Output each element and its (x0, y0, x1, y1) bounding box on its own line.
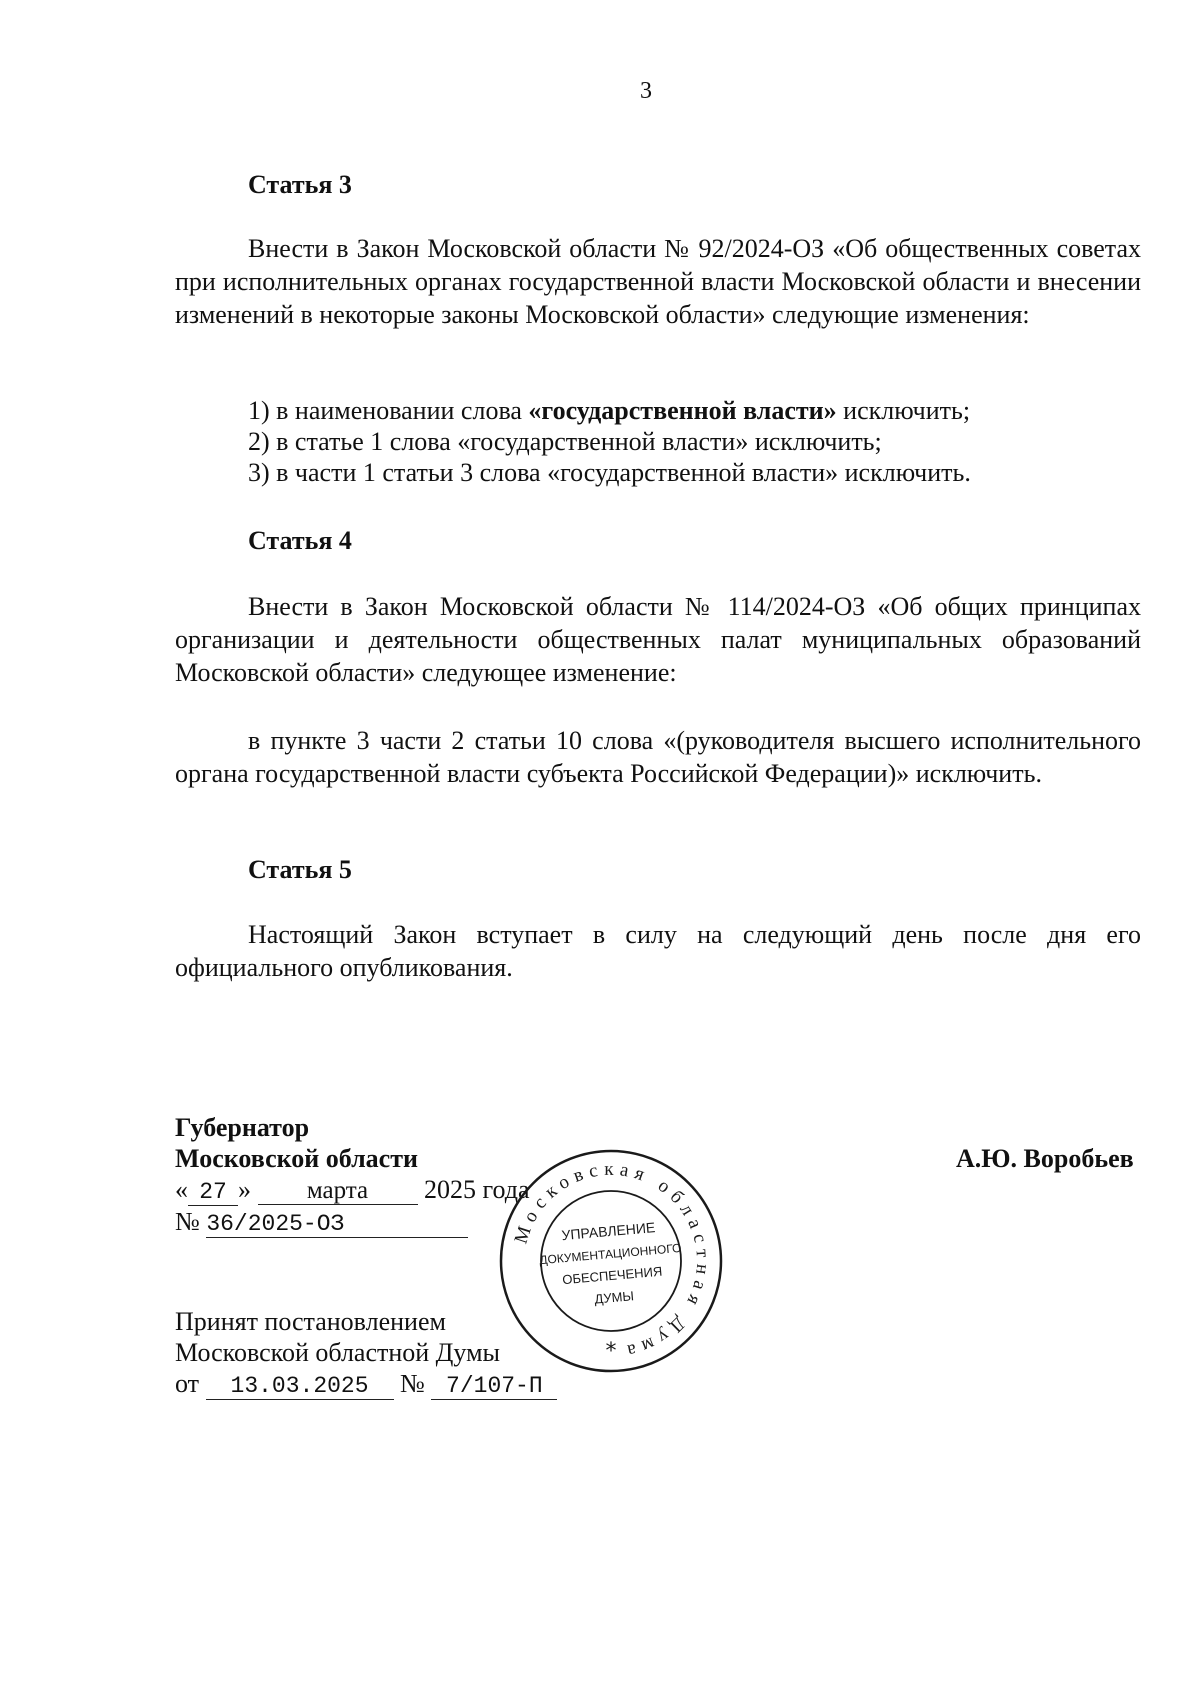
seal-center-text (537, 1217, 686, 1311)
signature-date (175, 1174, 530, 1206)
list-item-text: исключить; (836, 396, 971, 425)
article-3-intro (175, 232, 1141, 331)
list-item (175, 457, 1141, 488)
seal-ring-text: Московская областная Дума (510, 1158, 714, 1363)
signature-year: 2025 года (424, 1175, 530, 1204)
seal-line-2: ДОКУМЕНТАЦИОННОГО (538, 1240, 682, 1268)
article-3-intro-text: Внести в Закон Московской области № 92/2024-ОЗ «Об общественных советах при исполнительных органах государственной власти Московской области и внесении изменений в некоторые законы Московской области» следующие изменения: (175, 234, 1141, 329)
law-number: 36/2025-ОЗ (206, 1211, 468, 1238)
adoption-line-2: Московской областной Думы (175, 1338, 500, 1367)
list-item (175, 426, 1141, 457)
article-4-body (175, 724, 1141, 790)
signatory-name: А.Ю. Воробьев (956, 1144, 1134, 1173)
number-label: № (175, 1207, 200, 1236)
list-item-bold-text: «государственной власти» (528, 396, 837, 425)
seal-star-icon: * (605, 1339, 617, 1364)
article-3-heading: Статья 3 (248, 170, 352, 199)
adoption-line-1: Принят постановлением (175, 1307, 446, 1336)
signature-block (175, 1112, 530, 1238)
article-4-heading: Статья 4 (248, 526, 352, 555)
article-4-intro (175, 590, 1141, 689)
official-seal-stamp (498, 1148, 724, 1374)
seal-line-1: УПРАВЛЕНИЕ (560, 1219, 656, 1244)
list-item-text: 1) в наименовании слова (248, 396, 529, 425)
page-number: 3 (640, 78, 652, 104)
adoption-number: 7/107-П (431, 1373, 557, 1400)
article-5-body-text: Настоящий Закон вступает в силу на следующий день после дня его официального опубликования. (175, 920, 1141, 982)
adoption-date: 13.03.2025 (206, 1373, 394, 1400)
article-4-intro-text: Внести в Закон Московской области № 114/2024-ОЗ «Об общих принципах организации и деятельности общественных палат муниципальных образований Московской области» следующее изменение: (175, 592, 1141, 687)
quote-open: « (175, 1175, 188, 1204)
seal-line-3: ОБЕСПЕЧЕНИЯ (561, 1263, 663, 1288)
list-item-text: 3) в части 1 статьи 3 слова «государственной власти» исключить. (248, 458, 971, 487)
signature-month: марта (258, 1178, 418, 1205)
seal-line-4: ДУМЫ (593, 1288, 635, 1307)
signature-number (175, 1206, 530, 1238)
signatory-title: Губернатор (175, 1113, 310, 1142)
list-item (175, 395, 1141, 426)
article-5-heading: Статья 5 (248, 855, 352, 884)
seal-outer-ring (501, 1151, 721, 1371)
signatory-region: Московской области (175, 1144, 418, 1173)
number-label: № (400, 1369, 425, 1398)
article-3-list (175, 395, 1141, 488)
quote-close: » (238, 1175, 251, 1204)
article-4-body-text: в пункте 3 части 2 статьи 10 слова «(руководителя высшего исполнительного органа государственной власти субъекта Российской Федерации)» исключить. (175, 726, 1141, 788)
list-item-text: 2) в статье 1 слова «государственной власти» исключить; (248, 427, 882, 456)
signature-day: 27 (188, 1179, 238, 1206)
from-label: от (175, 1369, 200, 1398)
article-5-body (175, 918, 1141, 984)
